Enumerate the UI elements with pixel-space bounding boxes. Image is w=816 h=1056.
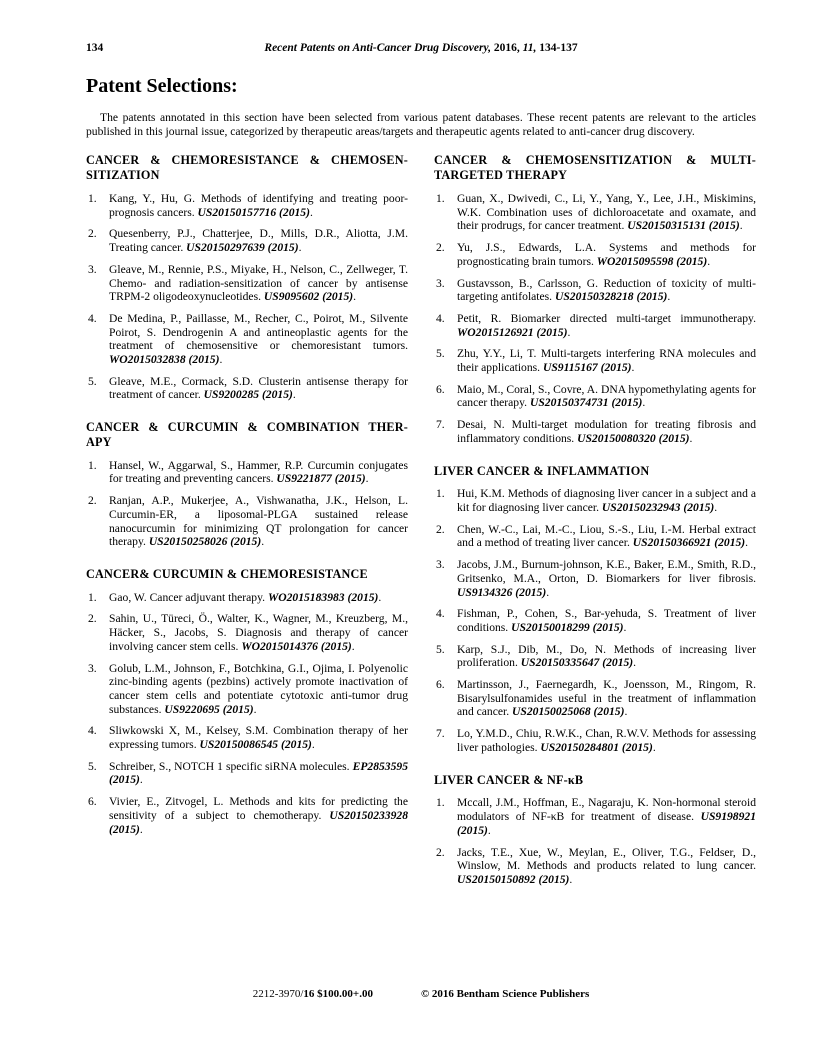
patent-number: US9134326 (2015) <box>457 585 547 599</box>
patent-reference: 2. Sahin, U., Türeci, Ö., Walter, K., Wagner, M., Kreuzberg, M., Häcker, S., Jacobs, S. Diagnosis and therapy of cancer involving cancer stem cells. WO2015014376 (2015). <box>88 612 408 653</box>
reference-number: 5. <box>88 374 97 388</box>
patent-number: US20150150892 (2015) <box>457 872 570 886</box>
running-head <box>86 41 756 55</box>
reference-number: 4. <box>88 724 97 738</box>
patent-reference: 1. Kang, Y., Hu, G. Methods of identifying and treating poor-prognosis cancers. US20150157716 (2015). <box>88 192 408 219</box>
patent-reference: 1. Guan, X., Dwivedi, C., Li, Y., Yang, Y., Lee, J.H., Miskimins, W.K. Combination uses of dichloroacetate and oxamate, and their prodrugs, for cancer treatment. US20150315131 (2015). <box>436 192 756 233</box>
reference-citation: Fishman, P., Cohen, S., Bar-yehuda, S. Treatment of liver conditions. <box>457 607 756 634</box>
patent-number: US20150284801 (2015) <box>540 740 653 754</box>
reference-number: 4. <box>436 607 445 621</box>
patent-number: WO2015032838 (2015) <box>109 353 220 367</box>
patent-reference: 4. Sliwkowski X, M., Kelsey, S.M. Combination therapy of her expressing tumors. US20150086545 (2015). <box>88 724 408 752</box>
reference-citation: Sahin, U., Türeci, Ö., Walter, K., Wagner, M., Kreuzberg, M., Häcker, S., Jacobs, S. Diagnosis and therapy of cancer involving cancer stem cells. <box>109 612 408 653</box>
patent-reference: 4. De Medina, P., Paillasse, M., Recher, C., Poirot, M., Silvente Poirot, S. Dendrogenin A and antineoplastic agents for the treatment of chemosensitive or chemoresistant tumors. WO2015032838 (2015). <box>88 311 408 367</box>
reference-number: 2. <box>436 241 445 255</box>
reference-number: 3. <box>88 661 97 675</box>
reference-citation: Vivier, E., Zitvogel, L. Methods and kits for predicting the sensitivity of a subject to chemotherapy. <box>109 795 408 822</box>
patent-number: US20150080320 (2015) <box>577 431 690 445</box>
issn-price-bold: 16 $100.00+.00 <box>303 988 373 1000</box>
reference-citation: Yu, J.S., Edwards, L.A. Systems and methods for prognosticating brain tumors. <box>457 241 756 268</box>
reference-citation: Gleave, M., Rennie, P.S., Miyake, H., Nelson, C., Zellweger, T. Chemo- and radiation-sensitization of cancer by antisense TRPM-2 oligodeoxynucleotides. <box>109 262 408 304</box>
reference-number: 2. <box>88 494 97 508</box>
patent-number: US9220695 (2015) <box>164 702 254 716</box>
section-heading-line: APY <box>86 434 112 449</box>
patent-reference: 6. Vivier, E., Zitvogel, L. Methods and kits for predicting the sensitivity of a subject to chemotherapy. US20150233928 (2015). <box>88 795 408 836</box>
patent-reference: 6. Martinsson, J., Faernegardh, K., Joensson, M., Ringom, R. Bisarylsulfonamides useful in the treatment of inflammation and cancer. US20150025068 (2015). <box>436 678 756 719</box>
reference-number: 5. <box>436 347 445 361</box>
reference-citation: Desai, N. Multi-target modulation for treating fibrosis and inflammatory conditions. <box>457 418 756 445</box>
reference-citation: Gao, W. Cancer adjuvant therapy. <box>109 590 268 604</box>
section-heading-line: CANCER& CURCUMIN & CHEMORESISTANCE <box>86 566 368 581</box>
intro-paragraph: The patents annotated in this section have been selected from various patent databases. These recent patents are relevant to the articles published in this journal issue, categorized by therapeutic areas/targets and therapeutic agents related to anti-cancer drug discovery. <box>86 111 756 138</box>
reference-number: 6. <box>88 795 97 809</box>
page-title: Patent Selections: <box>86 75 238 97</box>
patent-number: US20150374731 (2015) <box>529 396 643 410</box>
reference-number: 1. <box>436 796 445 810</box>
reference-section <box>434 773 756 887</box>
patent-number: US20150328218 (2015) <box>554 290 668 304</box>
reference-citation: Quesenberry, P.J., Chatterjee, D., Mills, D.R., Aliotta, J.M. Treating cancer. <box>109 227 408 255</box>
patent-number: US20150258026 (2015) <box>148 535 262 549</box>
reference-number: 7. <box>436 727 445 741</box>
patent-reference: 4. Petit, R. Biomarker directed multi-target immunotherapy. WO2015126921 (2015). <box>436 311 756 339</box>
reference-citation: Hui, K.M. Methods of diagnosing liver cancer in a subject and a kit for diagnosing liver cancer. <box>457 487 756 515</box>
reference-number: 5. <box>88 759 97 773</box>
reference-citation: Jacks, T.E., Xue, W., Meylan, E., Oliver, T.G., Feldser, D., Winslow, M. Methods and products related to lung cancer. <box>457 845 756 873</box>
reference-number: 2. <box>436 522 445 536</box>
patent-reference: 3. Gustavsson, B., Carlsson, G. Reduction of toxicity of multi-targeting antifolates. US20150328218 (2015). <box>436 276 756 304</box>
reference-section <box>86 420 408 549</box>
journal-title: Recent Patents on Anti-Cancer Drug Discovery, <box>264 42 491 54</box>
patent-number: EP2853595 (2015) <box>109 759 408 787</box>
patent-reference: 1. Gao, W. Cancer adjuvant therapy. WO2015183983 (2015). <box>88 590 382 604</box>
reference-number: 4. <box>88 311 97 325</box>
issn-price <box>253 988 373 1000</box>
section-heading-line: LIVER CANCER & NF-κB <box>434 772 584 787</box>
patent-reference: 2. Quesenberry, P.J., Chatterjee, D., Mills, D.R., Aliotta, J.M. Treating cancer. US20150297639 (2015). <box>88 227 408 255</box>
patent-reference: 3. Jacobs, J.M., Burnum-johnson, K.E., Baker, E.M., Smith, R.D., Gritsenko, M.A., Orton, D. Biomarkers for liver fibrosis. US9134326 (2015). <box>436 558 756 599</box>
reference-number: 1. <box>436 487 445 501</box>
reference-section <box>434 153 756 445</box>
section-heading-line: SITIZATION <box>86 168 160 183</box>
reference-citation: Gustavsson, B., Carlsson, G. Reduction of toxicity of multi-targeting antifolates. <box>457 276 756 304</box>
reference-citation: Martinsson, J., Faernegardh, K., Joensson, M., Ringom, R. Bisarylsulfonamides useful in the treatment of inflammation and cancer. <box>457 678 756 719</box>
reference-citation: Golub, L.M., Johnson, F., Botchkina, G.I., Ojima, I. Polyenolic zinc-binding agents (pezbins) actively promote inactivation of cancer stem cells and potentiate cytotoxic anti-tumor drug substances. <box>109 661 408 716</box>
patent-reference: 2. Yu, J.S., Edwards, L.A. Systems and methods for prognosticating brain tumors. WO2015095598 (2015). <box>436 241 756 268</box>
patent-reference: 2. Jacks, T.E., Xue, W., Meylan, E., Oliver, T.G., Feldser, D., Winslow, M. Methods and products related to lung cancer. US20150150892 (2015). <box>436 845 756 886</box>
section-heading <box>434 153 756 183</box>
patent-number: US20150018299 (2015) <box>511 620 624 634</box>
issn-prefix: 2212-3970/ <box>252 988 304 1000</box>
patent-number: US20150233928 (2015) <box>109 808 408 836</box>
patent-number: US20150232943 (2015) <box>601 501 715 515</box>
section-heading <box>434 464 756 479</box>
section-heading-line: TARGETED THERAPY <box>434 168 568 183</box>
reference-citation: Guan, X., Dwivedi, C., Li, Y., Yang, Y., Lee, J.H., Miskimins, W.K. Combination uses of dichloroacetate and oxamate, and their prodrugs, for cancer treatment. <box>457 192 756 233</box>
reference-number: 1. <box>88 590 97 604</box>
reference-number: 1. <box>88 458 97 472</box>
section-heading <box>86 567 408 582</box>
journal-reference <box>264 42 577 54</box>
section-heading <box>86 420 408 450</box>
reference-number: 6. <box>436 382 445 396</box>
reference-citation: Zhu, Y.Y., Li, T. Multi-targets interfering RNA molecules and their applications. <box>457 347 756 375</box>
patent-number: US20150297639 (2015) <box>186 241 299 255</box>
patent-reference: 3. Golub, L.M., Johnson, F., Botchkina, G.I., Ojima, I. Polyenolic zinc-binding agents (pezbins) actively promote inactivation of cancer stem cells and potentiate cytotoxic anti-tumor drug substances. US9220695 (2015). <box>88 661 408 716</box>
patent-reference: 6. Maio, M., Coral, S., Covre, A. DNA hypomethylating agents for cancer therapy. US20150374731 (2015). <box>436 382 756 410</box>
patent-number: US9221877 (2015) <box>276 472 366 486</box>
page-number: 134 <box>86 42 104 54</box>
section-heading-line: CANCER & CHEMOSENSITIZATION & MULTI- <box>434 153 756 168</box>
reference-number: 2. <box>88 227 97 241</box>
section-heading-line: LIVER CANCER & INFLAMMATION <box>434 463 650 478</box>
patent-reference: 1. Hansel, W., Aggarwal, S., Hammer, R.P. Curcumin conjugates for treating and preventing cancers. US9221877 (2015). <box>88 458 408 486</box>
journal-volume: 11, <box>522 42 537 54</box>
patent-number: US20150025068 (2015) <box>512 705 625 719</box>
patent-reference: 3. Gleave, M., Rennie, P.S., Miyake, H., Nelson, C., Zellweger, T. Chemo- and radiation-sensitization of cancer by antisense TRPM-2 oligodeoxynucleotides. US9095602 (2015). <box>88 262 408 304</box>
patent-reference: 5. Schreiber, S., NOTCH 1 specific siRNA molecules. EP2853595 (2015). <box>88 759 408 787</box>
section-heading-line: CANCER & CURCUMIN & COMBINATION THER- <box>86 420 408 435</box>
patent-reference: 4. Fishman, P., Cohen, S., Bar-yehuda, S. Treatment of liver conditions. US20150018299 (2015). <box>436 607 756 634</box>
patent-number: US20150315131 (2015) <box>627 219 740 233</box>
two-column-layout <box>86 153 756 904</box>
patent-number: US9095602 (2015) <box>263 290 354 304</box>
patent-number: WO2015095598 (2015) <box>596 254 708 268</box>
patent-reference: 5. Gleave, M.E., Cormack, S.D. Clusterin antisense therapy for treatment of cancer. US9200285 (2015). <box>88 374 408 402</box>
section-heading <box>86 153 408 183</box>
reference-number: 5. <box>436 642 445 656</box>
reference-number: 1. <box>436 192 445 205</box>
patent-reference: 1. Mccall, J.M., Hoffman, E., Nagaraju, K. Non-hormonal steroid modulators of NF-κB for treatment of disease. US9198921 (2015). <box>436 796 756 837</box>
section-heading <box>434 773 756 788</box>
patent-reference: 7. Desai, N. Multi-target modulation for treating fibrosis and inflammatory conditions. US20150080320 (2015). <box>436 418 756 445</box>
reference-citation: Jacobs, J.M., Burnum-johnson, K.E., Baker, E.M., Smith, R.D., Gritsenko, M.A., Orton, D. Biomarkers for liver fibrosis. <box>457 558 756 585</box>
reference-number: 6. <box>436 678 445 692</box>
patent-reference: 5. Zhu, Y.Y., Li, T. Multi-targets interfering RNA molecules and their applications. US9115167 (2015). <box>436 347 756 375</box>
patent-number: US9115167 (2015) <box>542 361 632 375</box>
reference-section <box>434 464 756 755</box>
reference-citation: Maio, M., Coral, S., Covre, A. DNA hypomethylating agents for cancer therapy. <box>457 382 756 410</box>
reference-citation: Sliwkowski X, M., Kelsey, S.M. Combination therapy of her expressing tumors. <box>109 724 408 752</box>
reference-citation: Hansel, W., Aggarwal, S., Hammer, R.P. Curcumin conjugates for treating and preventing cancers. <box>109 458 408 486</box>
page-footer <box>86 988 756 1001</box>
patent-number: US20150366921 (2015) <box>632 536 746 550</box>
reference-citation: Karp, S.J., Dib, M., Do, N. Methods of increasing liver proliferation. <box>457 642 756 670</box>
right-column <box>434 153 756 904</box>
reference-citation: Schreiber, S., NOTCH 1 specific siRNA molecules. <box>109 759 353 773</box>
patent-number: US20150086545 (2015) <box>199 738 312 752</box>
section-heading-line: CANCER & CHEMORESISTANCE & CHEMOSEN- <box>86 153 408 168</box>
patent-reference: 2. Chen, W.-C., Lai, M.-C., Liou, S.-S., Liu, I.-M. Herbal extract and a method of treating liver cancer. US20150366921 (2015). <box>436 522 756 550</box>
reference-citation: Chen, W.-C., Lai, M.-C., Liou, S.-S., Liu, I.-M. Herbal extract and a method of treating liver cancer. <box>457 522 756 550</box>
patent-number: US9200285 (2015) <box>203 388 293 402</box>
reference-citation: De Medina, P., Paillasse, M., Recher, C., Poirot, M., Silvente Poirot, S. Dendrogenin A and antineoplastic agents for the treatment of chemosensitive or chemoresistant tumors. <box>109 311 408 353</box>
reference-citation: Lo, Y.M.D., Chiu, R.W.K., Chan, R.W.V. Methods for assessing liver pathologies. <box>457 727 756 754</box>
patent-reference: 1. Hui, K.M. Methods of diagnosing liver cancer in a subject and a kit for diagnosing liver cancer. US20150232943 (2015). <box>436 487 756 515</box>
reference-number: 2. <box>436 845 445 859</box>
patent-number: US20150157716 (2015) <box>197 205 310 219</box>
reference-number: 4. <box>436 311 445 325</box>
patent-reference: 2. Ranjan, A.P., Mukerjee, A., Vishwanatha, J.K., Helson, L. Curcumin-ER, a liposomal-PLGA sustained release nanocurcumin for minimizing QT prolongation for cancer therapy. US20150258026 (2015). <box>88 494 408 549</box>
reference-number: 2. <box>88 612 97 626</box>
reference-number: 1. <box>88 192 97 205</box>
patent-number: US20150335647 (2015) <box>520 656 634 670</box>
patent-reference: 7. Lo, Y.M.D., Chiu, R.W.K., Chan, R.W.V. Methods for assessing liver pathologies. US20150284801 (2015). <box>436 727 756 754</box>
reference-citation: Mccall, J.M., Hoffman, E., Nagaraju, K. Non-hormonal steroid modulators of NF-κB for treatment of disease. <box>457 796 756 824</box>
patent-number: WO2015126921 (2015) <box>457 325 568 339</box>
patent-number: WO2015014376 (2015) <box>241 639 352 653</box>
patent-number: WO2015183983 (2015) <box>267 590 379 604</box>
reference-citation: Gleave, M.E., Cormack, S.D. Clusterin antisense therapy for treatment of cancer. <box>109 374 408 402</box>
reference-number: 7. <box>436 418 445 432</box>
patent-reference: 5. Karp, S.J., Dib, M., Do, N. Methods of increasing liver proliferation. US20150335647 (2015). <box>436 642 756 670</box>
journal-year: 2016, <box>493 42 520 54</box>
reference-section <box>86 153 408 402</box>
reference-number: 3. <box>88 262 97 276</box>
reference-section <box>86 567 408 836</box>
journal-pages: 134-137 <box>539 42 578 54</box>
reference-number: 3. <box>436 558 445 572</box>
page-content <box>86 41 756 905</box>
reference-citation: Ranjan, A.P., Mukerjee, A., Vishwanatha, J.K., Helson, L. Curcumin-ER, a liposomal-PLGA sustained release nanocurcumin for minimizing QT prolongation for cancer therapy. <box>109 494 408 549</box>
reference-number: 3. <box>436 276 445 290</box>
patent-number: US9198921 (2015) <box>457 810 756 837</box>
left-column <box>86 153 408 854</box>
reference-citation: Kang, Y., Hu, G. Methods of identifying and treating poor-prognosis cancers. <box>109 192 408 219</box>
copyright-notice: © 2016 Bentham Science Publishers <box>420 988 590 1000</box>
reference-citation: Petit, R. Biomarker directed multi-target immunotherapy. <box>457 311 756 325</box>
